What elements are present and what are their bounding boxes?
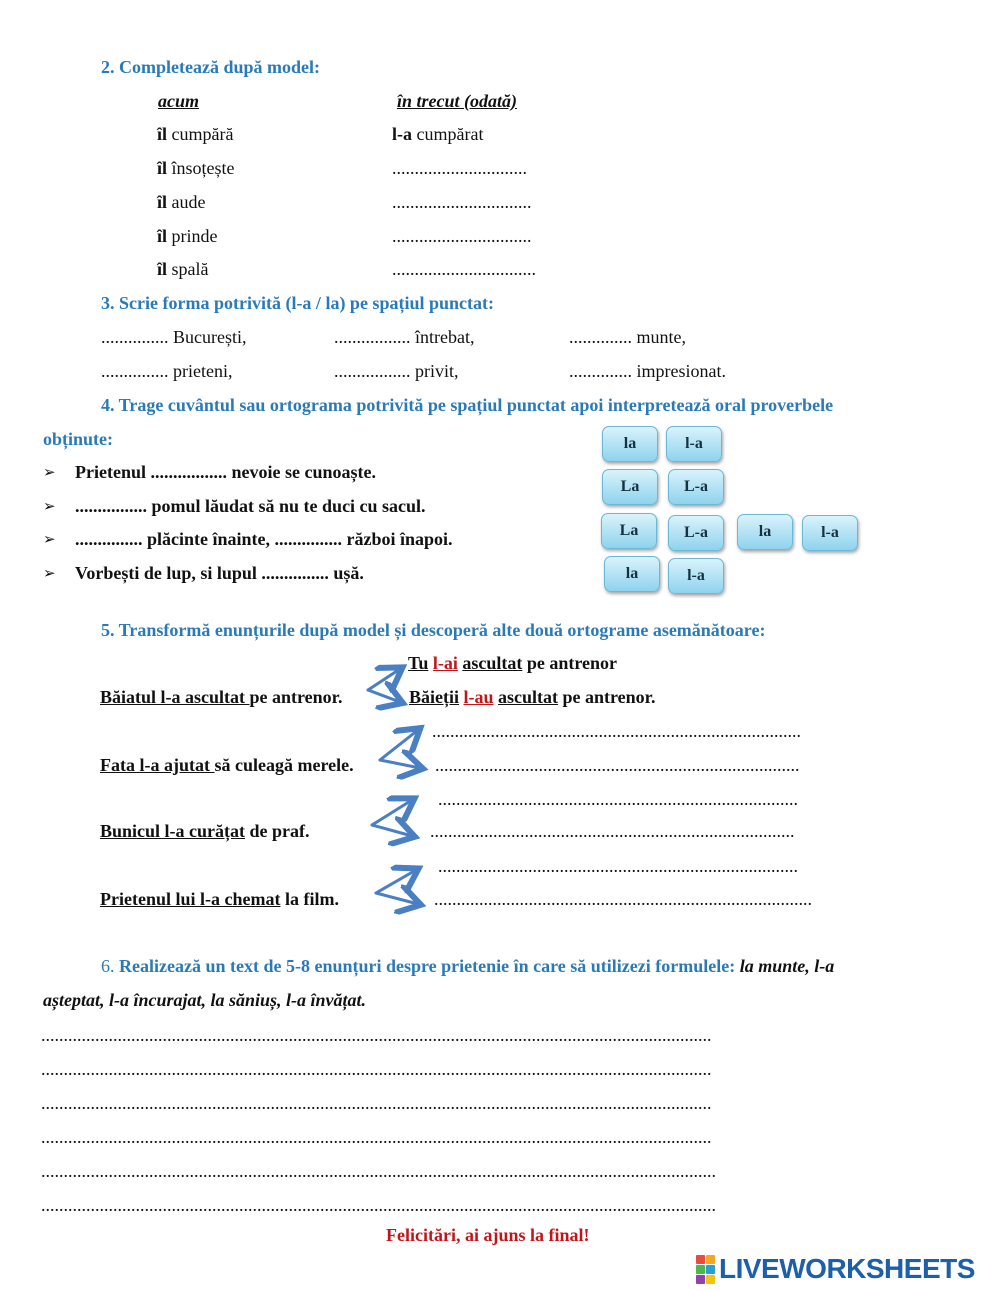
drag-tile-l-a[interactable]: l-a — [668, 558, 724, 594]
drag-tile-la-capital[interactable]: La — [602, 469, 658, 505]
ex2-blank-4[interactable]: ............................... — [392, 226, 532, 246]
ex5-title: 5. Transformă enunțurile după model și descoperă alte două ortograme asemănătoare: — [101, 620, 766, 640]
bullet-icon: ➢ — [43, 566, 56, 582]
proverb-1[interactable]: Prietenul ................. nevoie se cunoaște. — [75, 462, 376, 482]
liveworksheets-logo — [696, 1254, 975, 1284]
arrow-down-icon — [376, 893, 418, 904]
writing-line[interactable]: ..................................................................................................................................................... — [41, 1025, 712, 1045]
bullet-icon: ➢ — [43, 499, 56, 515]
ex3-title: 3. Scrie forma potrivită (l-a / la) pe spațiul punctat: — [101, 293, 494, 313]
ex2-blank-2[interactable]: .............................. — [392, 158, 527, 178]
arrow-up-icon — [376, 870, 416, 893]
writing-line[interactable]: ...................................................................................................................................................... — [41, 1161, 716, 1181]
drag-tile-la[interactable]: la — [604, 556, 660, 592]
ex2-row-1: îl cumpără — [157, 124, 234, 144]
ex2-blank-3[interactable]: ............................... — [392, 192, 532, 212]
congrats-message: Felicitări, ai ajuns la final! — [386, 1225, 590, 1245]
ex4-title-cont: obținute: — [43, 429, 114, 449]
ex5-sentence-2: Bunicul l-a curățat de praf. — [100, 821, 310, 841]
ex5-blank-3b[interactable]: .................................................................................... — [434, 889, 812, 909]
model-bottom: Băieții l-au ascultat pe antrenor. — [409, 687, 656, 707]
ex2-row-3: îl aude — [157, 192, 206, 212]
writing-line[interactable]: ..................................................................................................................................................... — [41, 1093, 712, 1113]
ex4-title: 4. Trage cuvântul sau ortograma potrivită pe spațiul punctat apoi interpretează oral proverbele — [101, 395, 834, 415]
ex2-blank-5[interactable]: ................................ — [392, 259, 536, 279]
ex5-blank-3a[interactable]: ................................................................................ — [438, 856, 798, 876]
writing-line[interactable]: ..................................................................................................................................................... — [41, 1127, 712, 1147]
ex3-item[interactable]: ................. privit, — [334, 361, 459, 381]
model-source: Băiatul l-a ascultat pe antrenor. — [100, 687, 343, 707]
logo-blocks-icon — [696, 1255, 715, 1284]
ex2-row-1-past: l-a cumpărat — [392, 124, 484, 144]
ex3-item[interactable]: ................. întrebat, — [334, 327, 475, 347]
drag-tile-l-a[interactable]: l-a — [802, 515, 858, 551]
ex2-row-2: îl însoțește — [157, 158, 235, 178]
ex5-blank-1b[interactable]: ................................................................................. — [435, 755, 800, 775]
proverb-4[interactable]: Vorbești de lup, si lupul ............... ușă. — [75, 563, 364, 583]
drag-tile-la[interactable]: la — [737, 514, 793, 550]
drag-tile-la-capital[interactable]: La — [601, 513, 657, 549]
arrow-up-icon — [380, 730, 418, 760]
drag-tile-la[interactable]: la — [602, 426, 658, 462]
bullet-icon: ➢ — [43, 465, 56, 481]
arrow-down-icon — [372, 825, 412, 836]
ex3-item[interactable]: ............... prieteni, — [101, 361, 233, 381]
arrow-down-icon — [380, 760, 420, 768]
proverb-2[interactable]: ................ pomul lăudat să nu te duci cu sacul. — [75, 496, 426, 516]
drag-tile-l-a[interactable]: l-a — [666, 426, 722, 462]
proverb-3[interactable]: ............... plăcinte înainte, ............... război înapoi. — [75, 529, 453, 549]
ex2-row-5: îl spală — [157, 259, 209, 279]
ex3-item[interactable]: ............... București, — [101, 327, 247, 347]
ex5-sentence-3: Prietenul lui l-a chemat la film. — [100, 889, 339, 909]
model-top: Tu l-ai ascultat pe antrenor — [408, 653, 618, 673]
ex2-col-now: acum — [158, 91, 200, 111]
drag-tile-l-a-capital[interactable]: L-a — [668, 515, 724, 551]
ex6-formulas: așteptat, l-a încurajat, la săniuș, l-a învățat. — [43, 990, 367, 1010]
ex2-title: 2. Completează după model: — [101, 57, 320, 77]
writing-line[interactable]: ...................................................................................................................................................... — [41, 1195, 716, 1215]
logo-text: LIVEWORKSHEETS — [719, 1253, 975, 1284]
drag-tile-l-a-capital[interactable]: L-a — [668, 469, 724, 505]
ex3-item[interactable]: .............. munte, — [569, 327, 686, 347]
arrow-up-icon — [372, 800, 412, 825]
arrow-down-icon — [368, 690, 400, 702]
ex5-blank-2a[interactable]: ................................................................................ — [438, 789, 798, 809]
ex2-row-4: îl prinde — [157, 226, 218, 246]
ex5-sentence-1: Fata l-a ajutat să culeagă merele. — [100, 755, 354, 775]
writing-line[interactable]: ..................................................................................................................................................... — [41, 1059, 712, 1079]
ex5-blank-2b[interactable]: ................................................................................. — [430, 821, 795, 841]
ex6-title: 6. Realizează un text de 5-8 enunțuri despre prietenie în care să utilizezi formulele: la munte, l-a — [101, 956, 835, 976]
arrow-up-icon — [368, 669, 400, 690]
ex5-blank-1a[interactable]: .................................................................................. — [432, 721, 801, 741]
ex2-col-past: în trecut (odată) — [397, 91, 517, 111]
ex3-item[interactable]: .............. impresionat. — [569, 361, 726, 381]
bullet-icon: ➢ — [43, 532, 56, 548]
